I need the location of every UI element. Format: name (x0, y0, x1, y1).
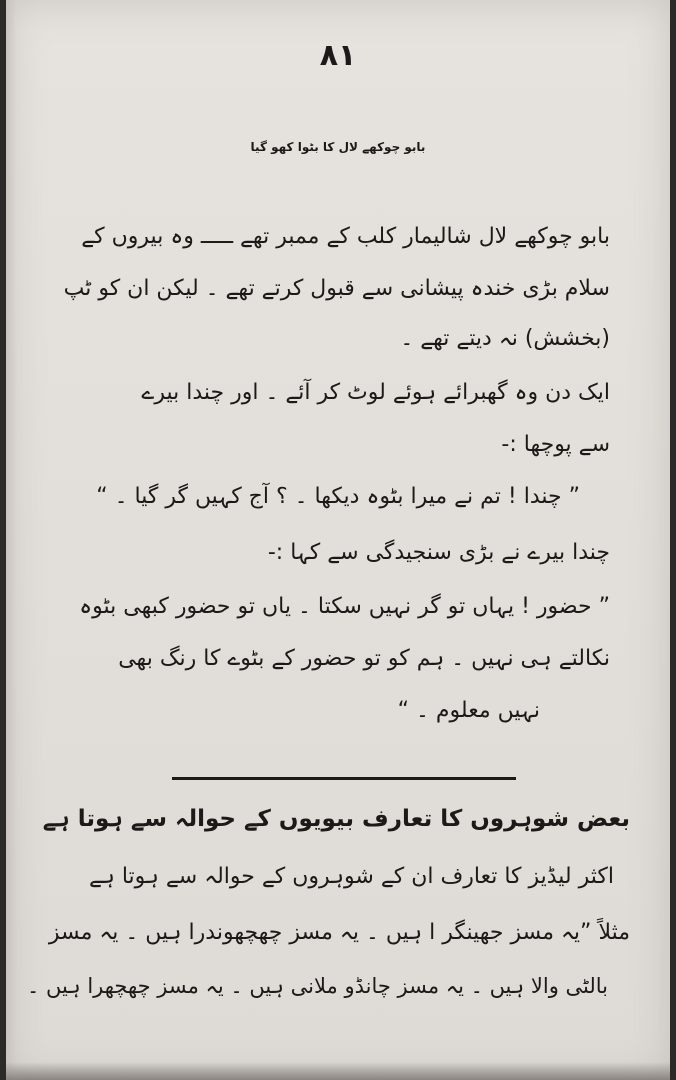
section-heading: بعض شوہروں کا تعارف بیویوں کے حوالہ سے ہوتا ہے (42, 806, 630, 832)
section-divider (172, 777, 516, 780)
story-line-1: بابو چوکھے لال شالیمار کلب کے ممبر تھے ـــــ وہ بیروں کے (81, 224, 610, 249)
story-line-5: سے پوچھا :- (501, 432, 610, 457)
story-line-9: نکالتے ہی نہیں ۔ ہم کو تو حضور کے بٹوے کا رنگ بھی (118, 646, 610, 671)
story-line-8: ” حضور ! یہاں تو گر نہیں سکتا ۔ یاں تو حضور کبھی بٹوہ (79, 594, 610, 619)
page-number: ۸۱ (319, 38, 357, 73)
section-line-3: بالٹی والا ہیں ۔ یہ مسز چانڈو ملانی ہیں ۔ یہ مسز چھچھرا ہیں ۔ (27, 974, 608, 998)
section-line-1: اکثر لیڈیز کا تعارف ان کے شوہروں کے حوالہ سے ہوتا ہے (89, 864, 614, 889)
story-line-2: سلام بڑی خندہ پیشانی سے قبول کرتے تھے ۔ لیکن ان کو ٹپ (63, 276, 610, 301)
story-title: بابو چوکھے لال کا بٹوا کھو گیا (250, 140, 426, 154)
section-line-2: مثلاً ”یہ مسز جھینگر ا ہیں ۔ یہ مسز چھچھوندرا ہیں ۔ یہ مسز (48, 920, 630, 945)
story-line-3: (بخشش) نہ دیتے تھے ۔ (400, 326, 610, 351)
story-line-7: چندا بیرے نے بڑی سنجیدگی سے کہا :- (267, 540, 610, 565)
story-line-4: ایک دن وہ گھبرائے ہوئے لوٹ کر آئے ۔ اور چندا بیرے (141, 380, 610, 405)
book-page (6, 0, 670, 1080)
story-line-10: نہیں معلوم ۔ “ (397, 698, 540, 723)
page-edge-shadow (6, 0, 16, 1080)
story-line-6: ” چندا ! تم نے میرا بٹوہ دیکھا ۔ ؟ آج کہیں گر گیا ۔ “ (96, 484, 580, 509)
page-edge-bottom-shadow (6, 1062, 670, 1080)
